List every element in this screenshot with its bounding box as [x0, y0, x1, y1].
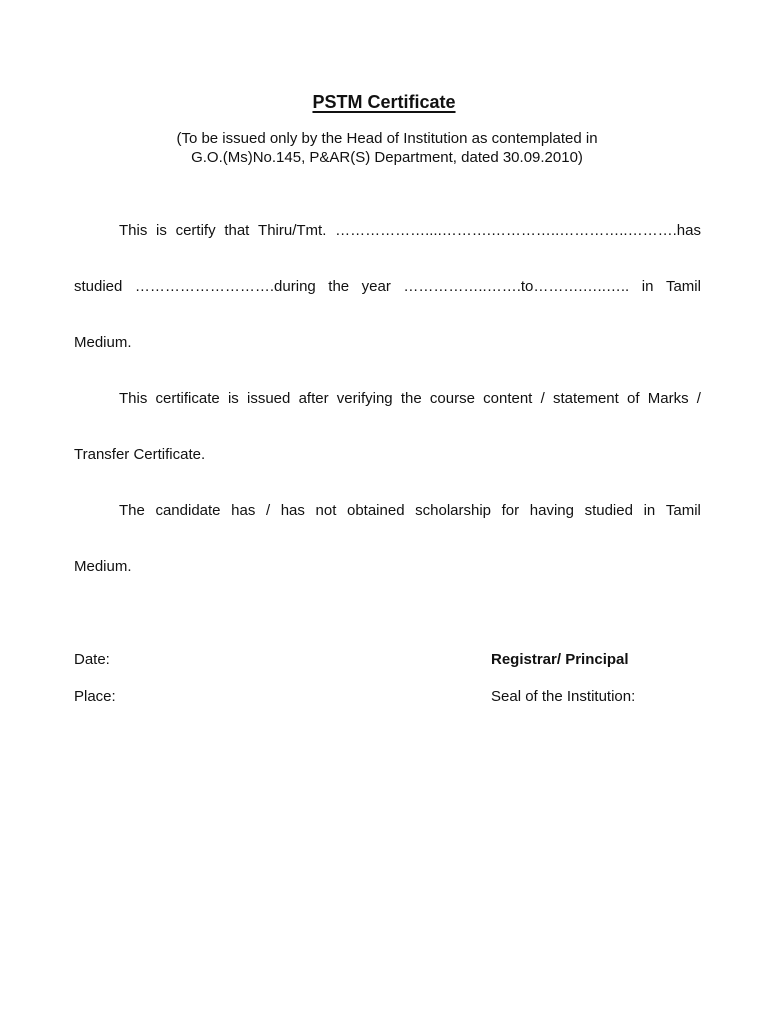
word: has: [280, 502, 305, 519]
name-blank: ………………....……….…………..…………..……….has: [335, 222, 701, 239]
paragraph-2-line-1: [119, 389, 701, 408]
word: for: [501, 502, 520, 519]
word: studied: [74, 278, 123, 295]
date-label: Date:: [74, 651, 110, 668]
paragraph-1-line-1: [119, 221, 701, 240]
word: is: [156, 222, 167, 239]
subtitle-line-2: G.O.(Ms)No.145, P&AR(S) Department, dated 30.09.2010): [191, 149, 583, 166]
word: having: [529, 502, 574, 519]
word: in: [641, 278, 654, 295]
word: scholarship: [415, 502, 492, 519]
word: after: [298, 390, 329, 407]
paragraph-1-line-3: Medium.: [74, 334, 132, 351]
word: not: [315, 502, 337, 519]
word: the: [400, 390, 422, 407]
word: of: [627, 390, 640, 407]
word: has: [231, 502, 256, 519]
paragraph-3-line-2: Medium.: [74, 558, 132, 575]
paragraph-1-line-2: [74, 277, 701, 296]
word: studied: [584, 502, 633, 519]
word: certify: [175, 222, 216, 239]
word: statement: [552, 390, 619, 407]
word: Tamil: [665, 278, 701, 295]
word: The: [119, 502, 145, 519]
word: /: [540, 390, 545, 407]
word: verifying: [336, 390, 393, 407]
seal-label: Seal of the Institution:: [491, 688, 636, 705]
paragraph-2-line-2: Transfer Certificate.: [74, 446, 206, 463]
word: that: [224, 222, 250, 239]
word: candidate: [155, 502, 221, 519]
word: certificate: [155, 390, 220, 407]
word: Marks: [647, 390, 689, 407]
word: obtained: [346, 502, 405, 519]
word: /: [265, 502, 271, 519]
word: in: [643, 502, 656, 519]
word: This: [119, 222, 148, 239]
word: /: [696, 390, 701, 407]
word: content: [483, 390, 533, 407]
paragraph-3-line-1: [119, 501, 701, 520]
word: This: [119, 390, 148, 407]
course-blank: ……………………….during: [134, 278, 316, 295]
word: the: [328, 278, 350, 295]
word: Tamil: [665, 502, 701, 519]
word: issued: [247, 390, 291, 407]
subtitle-line-1: (To be issued only by the Head of Institution as contemplated in: [176, 130, 598, 147]
word: year: [361, 278, 391, 295]
certificate-title: PSTM Certificate: [312, 92, 456, 112]
signatory-label: Registrar/ Principal: [491, 651, 629, 668]
word: course: [429, 390, 475, 407]
word: is: [227, 390, 239, 407]
place-label: Place:: [74, 688, 116, 705]
year-range-blank: ……………..…….to……….…..…..: [403, 278, 630, 295]
word: Thiru/Tmt.: [258, 222, 327, 239]
